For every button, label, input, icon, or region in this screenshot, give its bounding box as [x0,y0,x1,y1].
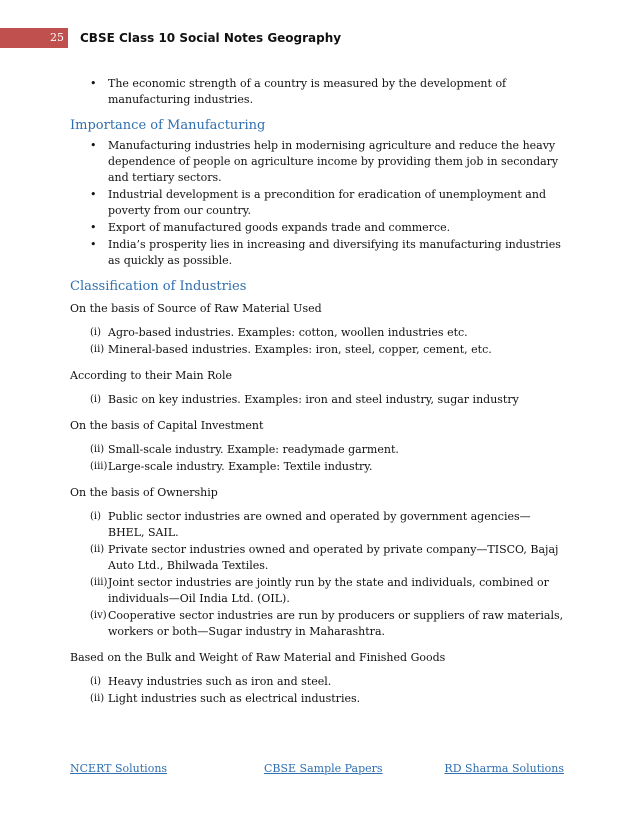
list-item [70,542,566,574]
list-item [70,392,566,408]
list-item: • India’s prosperity lies in increasing and diversifying its manufacturing industries as quickly as possible. [70,237,566,269]
group-title: On the basis of Source of Raw Material Used [70,302,322,315]
intro-bullet-list [70,76,566,108]
numbered-list [70,392,566,408]
list-item [70,325,566,341]
item-number: (iii) [90,461,108,472]
list-item: • Export of manufactured goods expands trade and commerce. [70,220,566,236]
document-body [70,76,566,717]
list-item: • Industrial development is a precondition for eradication of unemployment and poverty from our country. [70,187,566,219]
item-text: Public sector industries are owned and operated by government agencies— BHEL, SAIL. [108,510,531,539]
item-number: (ii) [90,444,105,455]
rd-sharma-solutions-link[interactable]: RD Sharma Solutions [444,762,564,775]
list-item: • The economic strength of a country is measured by the development of manufacturing industries. [70,76,566,108]
item-text: Cooperative sector industries are run by producers or suppliers of raw materials, workers or both—Sugar industry in Maharashtra. [108,609,564,638]
page-footer [70,762,564,778]
ncert-solutions-link[interactable]: NCERT Solutions [70,762,168,775]
list-item: • Manufacturing industries help in modernising agriculture and reduce the heavy dependence of people on agriculture income by providing them job in secondary and tertiary sectors. [70,138,566,186]
item-text: Mineral-based industries. Examples: iron, steel, copper, cement, etc. [108,343,492,356]
item-number: (i) [90,327,102,338]
list-item [70,608,566,640]
item-text: Agro-based industries. Examples: cotton, woollen industries etc. [108,326,468,339]
item-number: (ii) [90,544,105,555]
numbered-list [70,325,566,358]
cbse-sample-papers-link[interactable]: CBSE Sample Papers [264,762,383,775]
item-text: Basic on key industries. Examples: iron and steel industry, sugar industry [108,393,519,406]
list-item [70,509,566,541]
list-item [70,674,566,690]
item-text: Private sector industries owned and operated by private company—TISCO, Bajaj Auto Ltd., Bhilwada Textiles. [108,543,559,572]
importance-bullet-list [70,138,566,269]
list-item [70,442,566,458]
item-number: (ii) [90,693,105,704]
item-text: Heavy industries such as iron and steel. [108,675,332,688]
list-item [70,459,566,475]
page-header [0,28,638,48]
item-number: (iv) [90,610,107,621]
importance-heading: Importance of Manufacturing [70,118,266,133]
group-title: According to their Main Role [70,369,233,382]
numbered-list [70,509,566,640]
group-title: Based on the Bulk and Weight of Raw Material and Finished Goods [70,651,446,664]
item-text: Light industries such as electrical industries. [108,692,361,705]
numbered-list [70,674,566,707]
item-text: Large-scale industry. Example: Textile industry. [108,460,373,473]
item-text: Joint sector industries are jointly run by the state and individuals, combined or individuals—Oil India Ltd. (OIL). [108,576,549,605]
page-title: CBSE Class 10 Social Notes Geography [80,31,342,45]
list-item [70,575,566,607]
item-number: (iii) [90,577,108,588]
numbered-list [70,442,566,475]
item-text: Small-scale industry. Example: readymade garment. [108,443,399,456]
list-item [70,691,566,707]
item-number: (i) [90,394,102,405]
item-number: (i) [90,676,102,687]
item-number: (i) [90,511,102,522]
page-number: 25 [0,28,68,48]
item-number: (ii) [90,344,105,355]
group-title: On the basis of Ownership [70,486,218,499]
group-title: On the basis of Capital Investment [70,419,264,432]
list-item [70,342,566,358]
classification-heading: Classification of Industries [70,279,247,294]
